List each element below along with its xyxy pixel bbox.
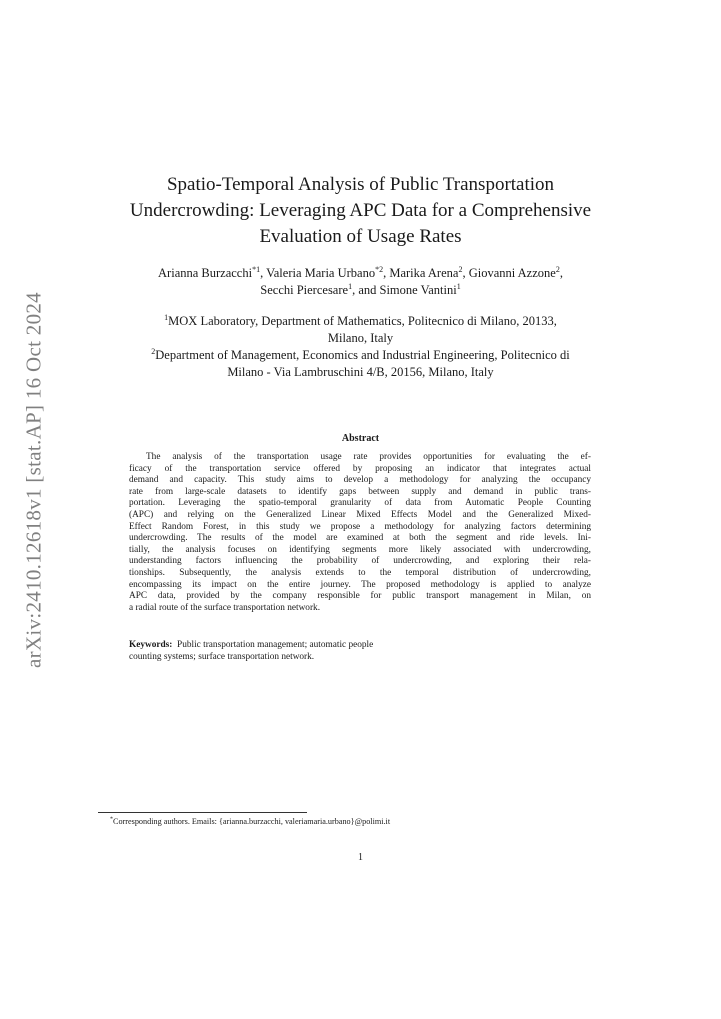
author-affiliation-mark: 2 <box>555 264 560 274</box>
keywords <box>129 640 591 663</box>
title-line: Evaluation of Usage Rates <box>259 226 462 247</box>
abstract-heading: Abstract <box>341 433 380 444</box>
author-line <box>90 282 631 299</box>
affiliations <box>90 313 631 381</box>
abstract-line: demand and capacity. This study aims to develop a methodology for analyzing the occupancy <box>129 475 591 486</box>
author-name: , Valeria Maria Urbano <box>260 266 376 280</box>
abstract-line: understanding factors influencing the probability of undercrowding, and exploring their rela- <box>129 556 591 567</box>
affiliation-text: MOX Laboratory, Department of Mathematics, Politecnico di Milano, 20133, <box>168 314 557 328</box>
affiliation-line <box>90 347 631 364</box>
footnote <box>110 817 390 826</box>
author-name: , and Simone Vantini <box>352 283 457 297</box>
keywords-line <box>129 640 591 652</box>
title-line: Spatio-Temporal Analysis of Public Transportation <box>166 174 555 195</box>
author-affiliation-mark: *1 <box>252 264 261 274</box>
abstract-line: The analysis of the transportation usage rate provides opportunities for evaluating the ef- <box>146 452 591 462</box>
abstract-line: encompassing its impact on the entire journey. The proposed methodology is applied to analyze <box>129 579 591 590</box>
author-affiliation-mark: 2 <box>458 264 463 274</box>
footnote-text: Corresponding authors. Emails: {arianna.burzacchi, valeriamaria.urbano}@polimi.it <box>113 817 391 826</box>
affiliation-line: Milano - Via Lambruschini 4/B, 20156, Milano, Italy <box>227 365 494 379</box>
author-affiliation-mark: 1 <box>348 281 353 291</box>
affiliation-mark: 2 <box>151 346 156 356</box>
author-line <box>90 265 631 282</box>
affiliation-mark: 1 <box>164 312 169 322</box>
author-list <box>90 265 631 299</box>
author-name: Arianna Burzacchi <box>158 266 253 280</box>
abstract-body <box>129 452 591 614</box>
author-name: Secchi Piercesare <box>260 283 349 297</box>
abstract-line: APC data, provided by the company responsible for public transport management in Milan, on <box>129 591 591 602</box>
footnote-mark: * <box>110 816 113 823</box>
abstract-line: portation. Leveraging the spatio-temporal granularity of data from Automatic People Counting <box>129 498 591 509</box>
author-separator: , <box>559 266 563 280</box>
affiliation-text: Department of Management, Economics and Industrial Engineering, Politecnico di <box>155 348 570 362</box>
abstract-line: tionships. Subsequently, the analysis extends to the temporal distribution of undercrowding, <box>129 567 591 578</box>
footnote-divider <box>98 812 307 813</box>
abstract-line: ficacy of the transportation service offered by proposing an indicator that integrates actual <box>129 463 591 474</box>
author-name: , Giovanni Azzone <box>462 266 556 280</box>
affiliation-line <box>90 313 631 330</box>
affiliation-line: Milano, Italy <box>327 331 394 345</box>
author-affiliation-mark: 1 <box>456 281 461 291</box>
keywords-text: Public transportation management; automatic people <box>177 640 374 650</box>
paper-title <box>90 172 631 250</box>
author-name: , Marika Arena <box>383 266 459 280</box>
title-line: Undercrowding: Leveraging APC Data for a Comprehensive <box>129 200 592 221</box>
page-number: 1 <box>358 852 363 863</box>
abstract-line: tially, the analysis focuses on identifying segments more likely associated with undercrowding, <box>129 544 591 555</box>
keywords-line: counting systems; surface transportation network. <box>129 651 315 662</box>
keywords-label: Keywords: <box>129 640 173 650</box>
abstract-line: undercrowding. The results of the model are examined at both the segment and ride levels. Ini- <box>129 533 591 544</box>
abstract-line: (APC) and relying on the Generalized Linear Mixed Effects Model and the Generalized Mixed- <box>129 509 591 520</box>
abstract-line: Effect Random Forest, in this study we propose a methodology for analyzing factors determining <box>129 521 591 532</box>
author-affiliation-mark: *2 <box>375 264 384 274</box>
abstract-line: a radial route of the surface transportation network. <box>129 602 321 613</box>
abstract-line: rate from large-scale datasets to identify gaps between supply and demand in public trans- <box>129 486 591 497</box>
arxiv-identifier: arXiv:2410.12618v1 [stat.AP] 16 Oct 2024 <box>21 292 46 668</box>
